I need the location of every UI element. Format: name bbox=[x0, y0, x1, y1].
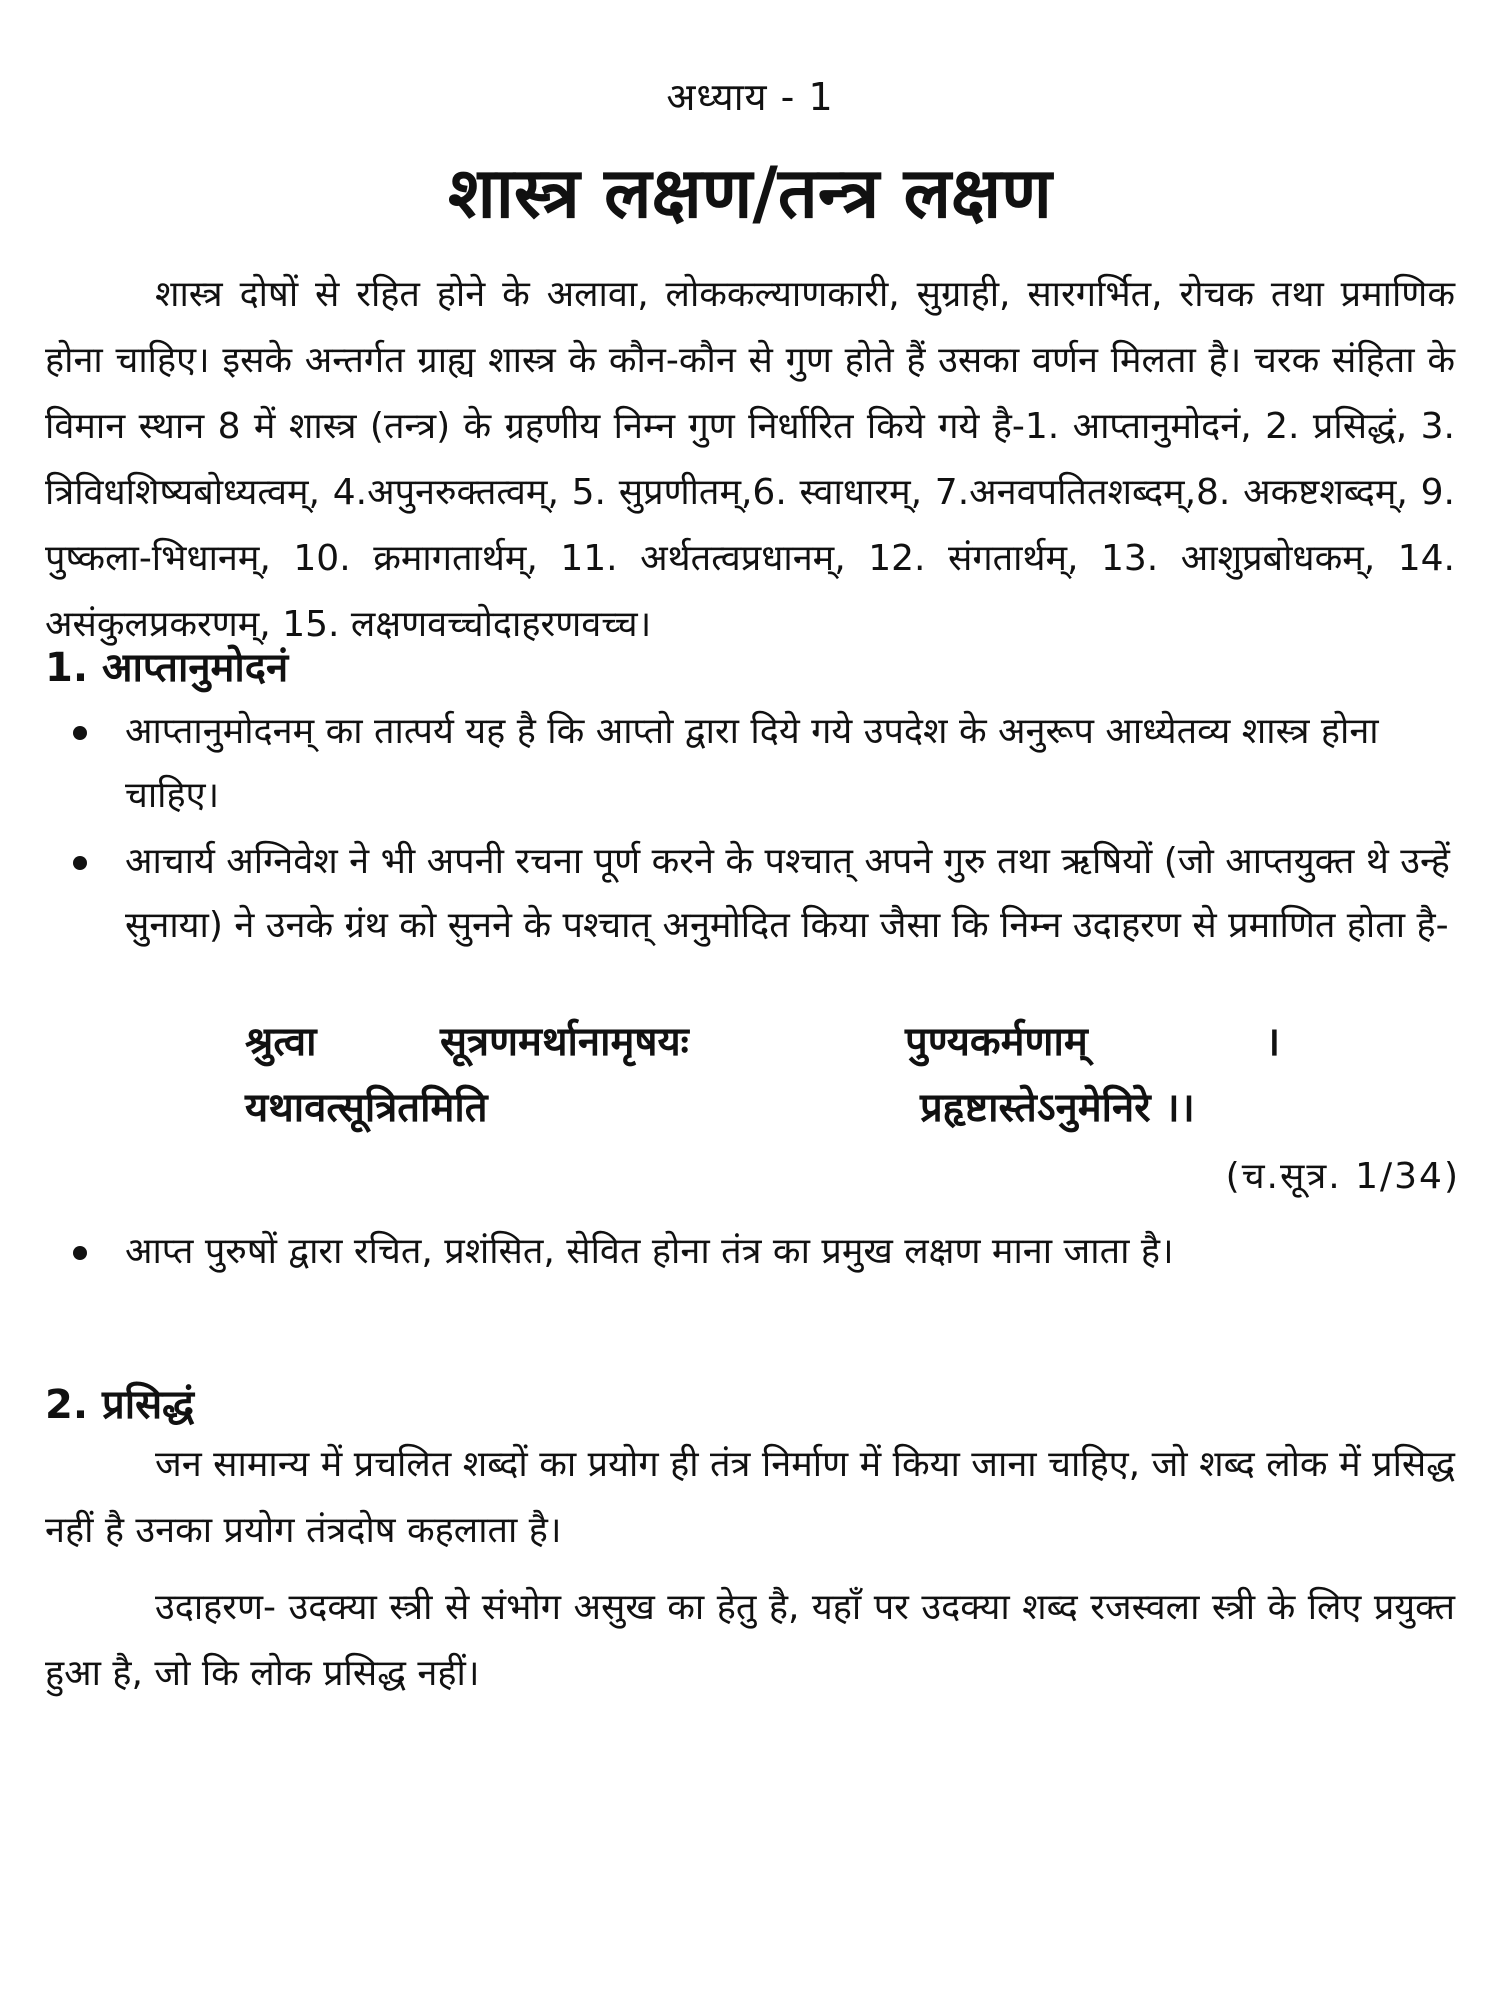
verse-line1-word2: सूत्रणमर्थानामृषयः bbox=[440, 1019, 689, 1065]
bullet-dot-icon bbox=[73, 1246, 87, 1260]
verse-line1-danda: । bbox=[1265, 1019, 1281, 1065]
bullet-text: आप्त पुरुषों द्वारा रचित, प्रशंसित, सेवित होना तंत्र का प्रमुख लक्षण माना जाता है। bbox=[125, 1231, 1174, 1272]
bullet-text: आचार्य अग्निवेश ने भी अपनी रचना पूर्ण करने के पश्चात् अपने गुरु तथा ऋषियों (जो आप्तयुक्त थे उन्हें सुनाया) ने उनके ग्रंथ को सुनने के पश्चात् अनुमोदित किया जैसा कि निम्न उदाहरण से प्रमाणित होता है- bbox=[125, 841, 1450, 946]
section-1-heading: 1. आप्तानुमोदनं bbox=[45, 645, 289, 691]
verse-line1-word3: पुण्यकर्मणाम् bbox=[905, 1019, 1088, 1065]
bullet-dot-icon bbox=[73, 726, 87, 740]
bullet-text: आप्तानुमोदनम् का तात्पर्य यह है कि आप्तो द्वारा दिये गये उपदेश के अनुरूप आध्येतव्य शास्त्र होना चाहिए। bbox=[125, 711, 1379, 816]
intro-paragraph: शास्त्र दोषों से रहित होने के अलावा, लोककल्याणकारी, सुग्राही, सारगर्भित, रोचक तथा प्रमाणिक होना चाहिए। इसके अन्तर्गत ग्राह्य शास्त्र के कौन-कौन से गुण होते हैं उसका वर्णन मिलता है। चरक संहिता के विमान स्थान 8 में शास्त्र (तन्त्र) के ग्रहणीय निम्न गुण निर्धारित किये गये है-1. आप्तानुमोदनं, 2. प्रसिद्धं, 3. त्रिविधशिष्यबोध्यत्वम्, 4.अपुनरुक्तत्वम्, 5. सुप्रणीतम्,6. स्वाधारम्, 7.अनवपतितशब्दम्,8. अकष्टशब्दम्, 9. पुष्कला-भिधानम्, 10. क्रमागतार्थम्, 11. अर्थतत्वप्रधानम्, 12. संगतार्थम्, 13. आशुप्रबोधकम्, 14. असंकुलप्रकरणम्, 15. लक्षणवच्चोदाहरणवच्च। bbox=[45, 274, 1455, 645]
section-1-bullet-2 bbox=[125, 830, 1460, 958]
verse-citation: (च.सूत्र. 1/34) bbox=[1225, 1156, 1460, 1197]
chapter-title: शास्त्र लक्षण/तन्त्र लक्षण bbox=[448, 152, 1052, 234]
verse-line2-word1: यथावत्सूत्रितमिति bbox=[245, 1085, 488, 1131]
verse-line1-word1: श्रुत्वा bbox=[245, 1019, 317, 1065]
chapter-label: अध्याय - 1 bbox=[666, 75, 834, 119]
section-1-bullet-3 bbox=[125, 1220, 1460, 1284]
section-1-bullet-1 bbox=[125, 700, 1460, 828]
section-2-heading: 2. प्रसिद्धं bbox=[45, 1382, 195, 1428]
bullet-dot-icon bbox=[73, 856, 87, 870]
verse-line2-word2: प्रहृष्टास्तेऽनुमेनिरे ।। bbox=[920, 1085, 1195, 1131]
section-2-paragraph-1: जन सामान्य में प्रचलित शब्दों का प्रयोग ही तंत्र निर्माण में किया जाना चाहिए, जो शब्द लोक में प्रसिद्ध नहीं है उनका प्रयोग तंत्रदोष कहलाता है। bbox=[45, 1444, 1455, 1551]
section-2-paragraph-2: उदाहरण- उदक्या स्त्री से संभोग असुख का हेतु है, यहाँ पर उदक्या शब्द रजस्वला स्त्री के लिए प्रयुक्त हुआ है, जो कि लोक प्रसिद्ध नहीं। bbox=[45, 1587, 1455, 1694]
